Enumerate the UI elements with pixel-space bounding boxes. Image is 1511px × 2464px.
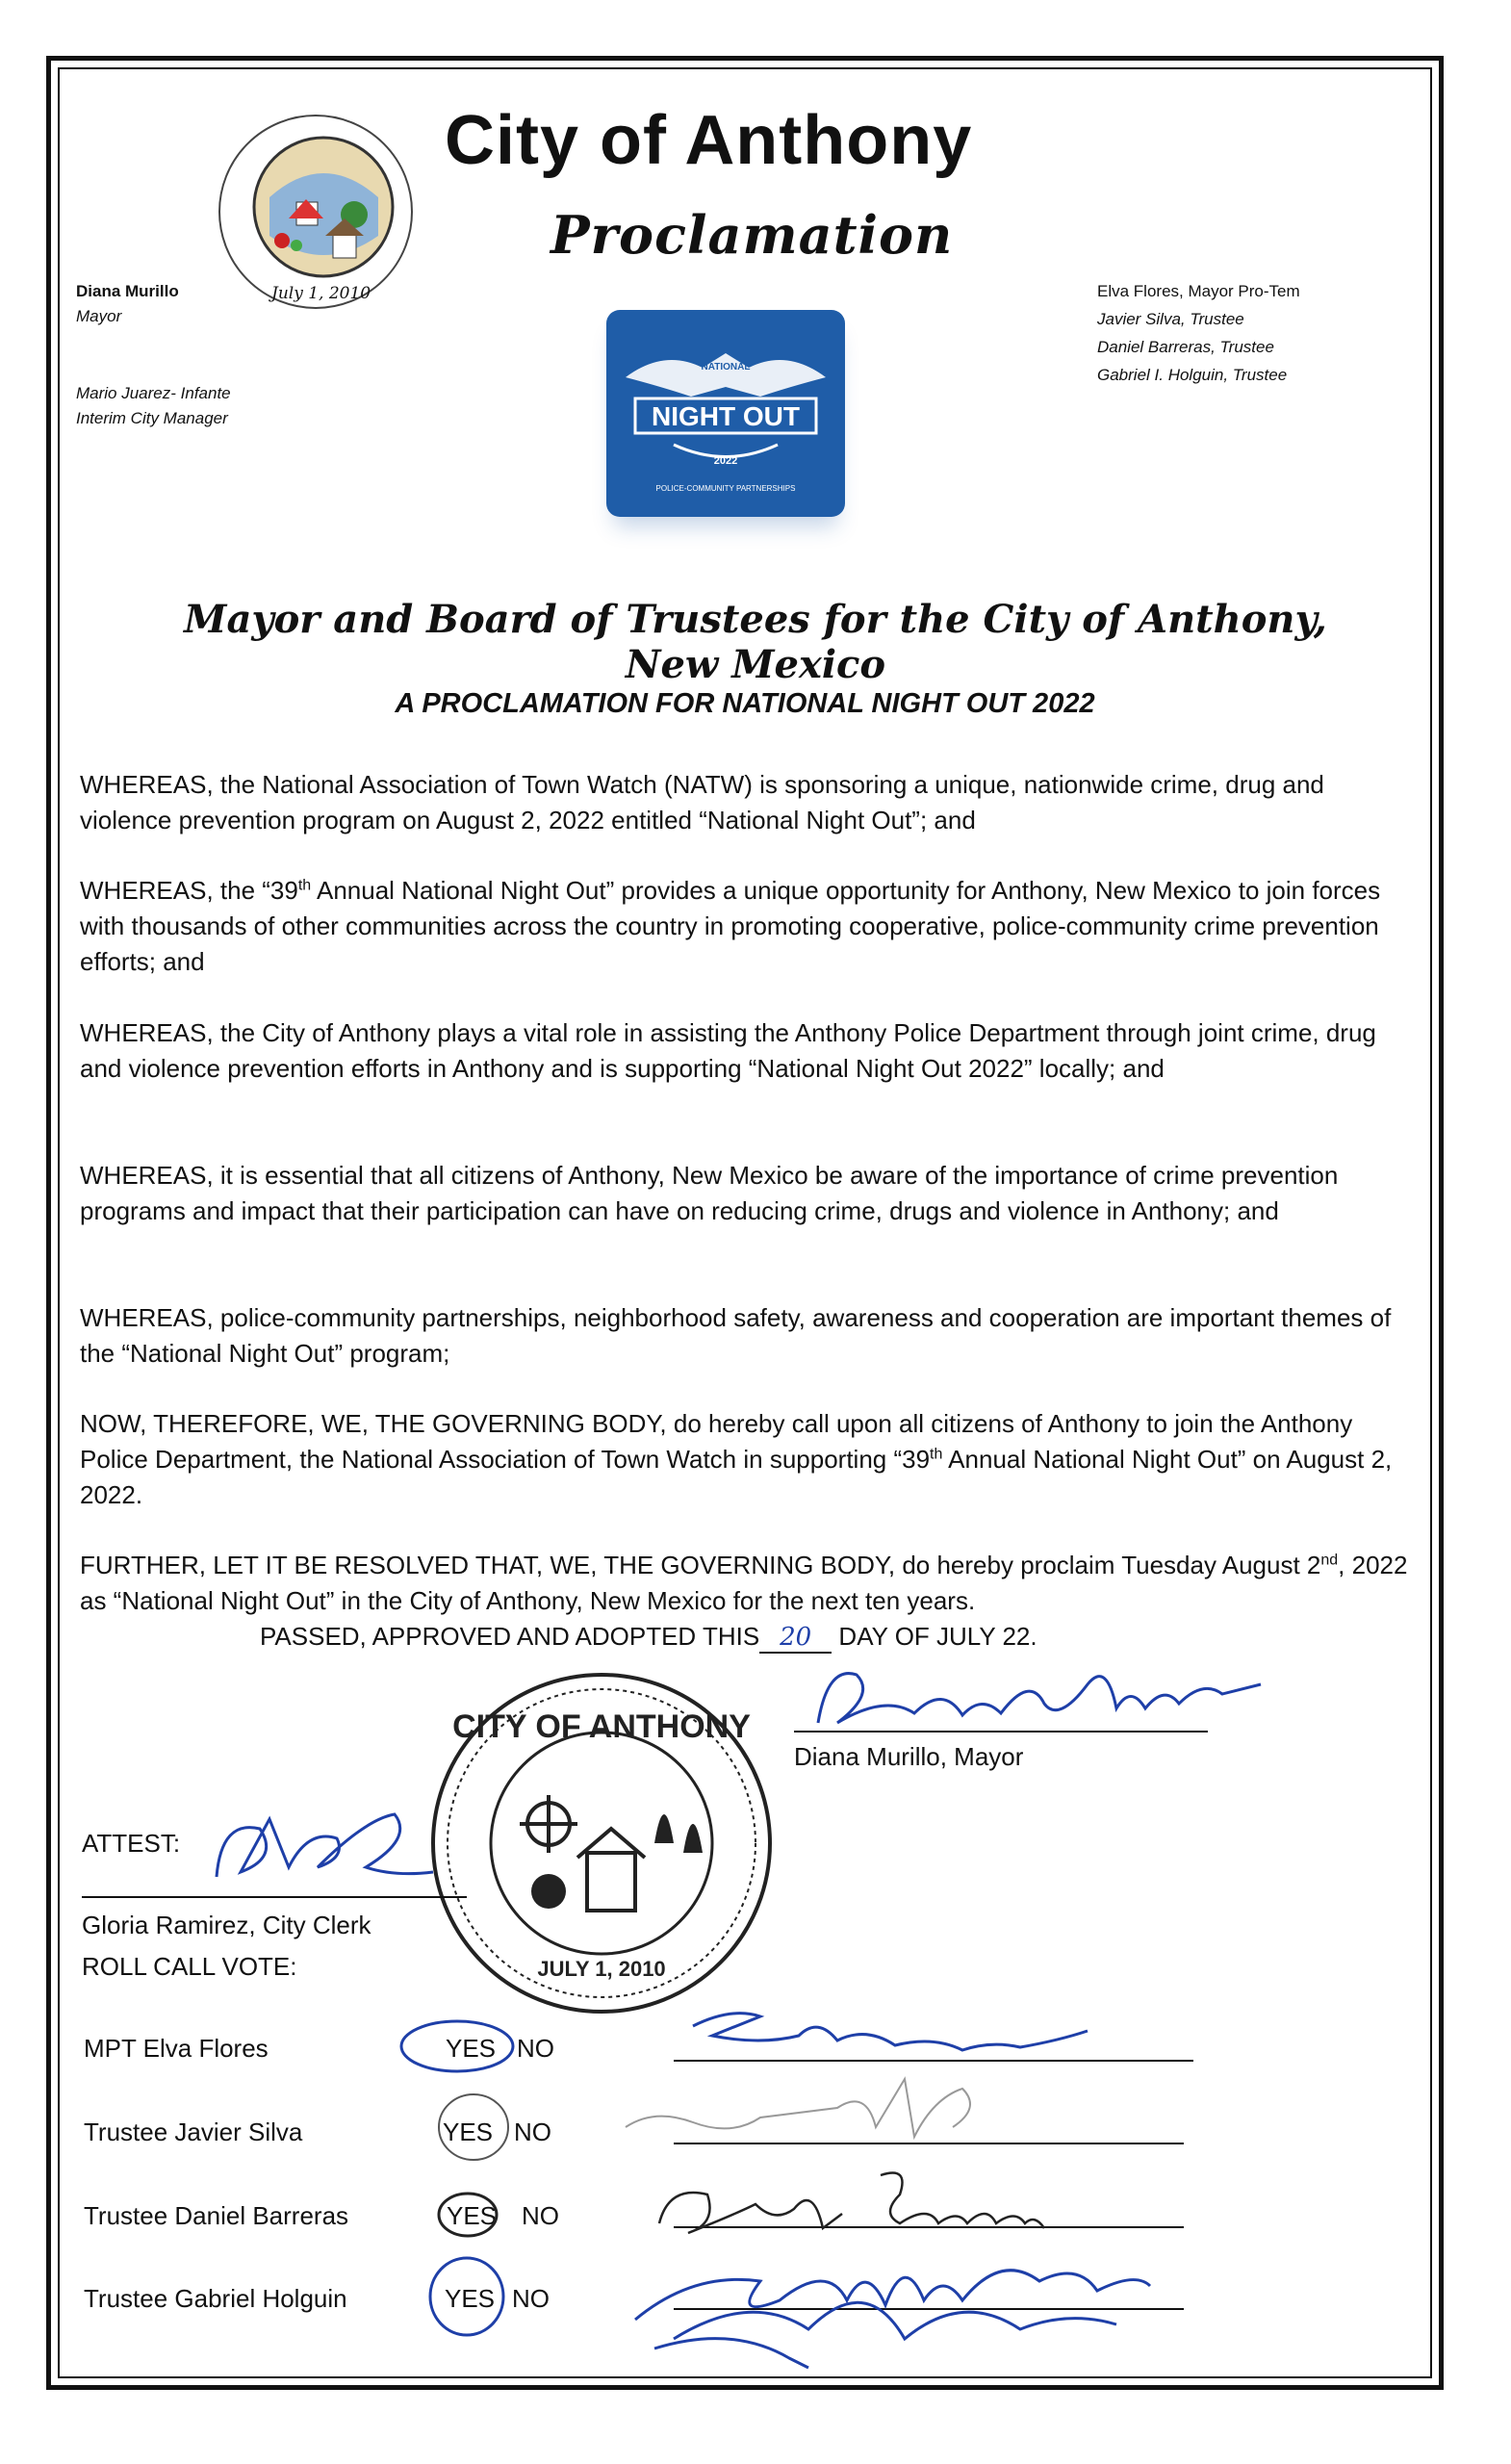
vote-no[interactable]: NO [522,2201,559,2230]
vote-yes[interactable]: YES [445,2284,496,2313]
barreras-signature [650,2156,1054,2243]
seal-text: CITY OF ANTHONY [452,1708,751,1745]
attest-label: ATTEST: [82,1829,181,1858]
vote-name: Trustee Daniel Barreras [84,2201,349,2230]
resolution-paragraph [80,1406,1418,1513]
text: , 2022 as “National Night Out” in the City of Anthony, New Mexico for the next ten years. [80,1551,1408,1615]
mayor-name: Diana Murillo [76,282,179,300]
whereas-paragraph-2 [80,873,1418,980]
holguin-signature [616,2233,1155,2377]
city-title: City of Anthony [445,102,973,179]
vote-yes[interactable]: YES [443,2118,494,2146]
superscript: nd [1320,1552,1339,1569]
vote-no[interactable]: NO [514,2118,551,2146]
clerk-label: Gloria Ramirez, City Clerk [82,1911,371,1939]
official-line: Javier Silva, Trustee [1097,310,1244,328]
roll-call-label: ROLL CALL VOTE: [82,1952,297,1981]
mayor-signature-label: Diana Murillo, Mayor [794,1742,1024,1771]
whereas-paragraph-3: WHEREAS, the City of Anthony plays a vital role in assisting the Anthony Police Department through joint crime, drug and violence prevention efforts in Anthony and is supporting “National Night Out 2022” locally; and [80,1018,1376,1083]
yes-circle-mark [423,2250,510,2342]
yes-circle-mark [433,2087,515,2164]
passed-prefix: PASSED, APPROVED AND ADOPTED THIS [260,1622,760,1651]
whereas-paragraph-1: WHEREAS, the National Association of Town Watch (NATW) is sponsoring a unique, nationwide crime, drug and violence prevention program on August 2, 2022 entitled “National Night Out”; and [80,770,1324,834]
eagle-icon [606,310,845,517]
text: Annual National Night Out” provides a unique opportunity for Anthony, New Mexico to join forces with thousands of other communities across the country in promoting cooperative, police-community crime prevention efforts; and [80,876,1381,976]
vote-no[interactable]: NO [517,2034,554,2063]
city-seal-top [210,111,422,313]
text: FURTHER, LET IT BE RESOLVED THAT, WE, THE GOVERNING BODY, do hereby proclaim Tuesday August 2 [80,1551,1321,1579]
flores-signature [674,1997,1097,2074]
board-heading: Mayor and Board of Trustees for the City of Anthony, New Mexico [184,597,1327,687]
vote-name: Trustee Gabriel Holguin [84,2284,347,2313]
official-line: Daniel Barreras, Trustee [1097,338,1274,356]
logo-year: 2022 [713,455,738,467]
passed-day: 20 [759,1623,832,1654]
further-paragraph [80,1548,1418,1619]
whereas-paragraph-4: WHEREAS, it is essential that all citizens of Anthony, New Mexico be aware of the importance of crime prevention programs and impact that their participation can have on reducing crime, drugs and violence in Anthony; and [80,1161,1339,1225]
vote-no[interactable]: NO [512,2284,550,2313]
text: NOW, THEREFORE, WE, THE GOVERNING BODY, do hereby call upon all citizens of Anthony to join the Anthony Police Department, the National Association of Town Watch in supporting “39 [80,1409,1353,1474]
silva-signature [616,2069,1020,2156]
proclamation-subtitle: Proclamation [551,204,954,266]
manager-title: Interim City Manager [76,409,228,427]
seal-date: JULY 1, 2010 [537,1957,666,1981]
logo-main-text: NIGHT OUT [652,401,800,431]
vote-yes[interactable]: YES [447,2201,498,2230]
passed-line [260,1622,1037,1654]
yes-circle-mark [395,2016,520,2076]
mayor-signature-line [794,1731,1208,1732]
official-line: Elva Flores, Mayor Pro-Tem [1097,282,1300,300]
vote-name: MPT Elva Flores [84,2034,269,2063]
proclamation-heading: A PROCLAMATION FOR NATIONAL NIGHT OUT 2022 [395,688,1095,719]
clerk-signature-line [82,1896,467,1898]
right-officials [1097,277,1300,389]
whereas-paragraph-5: WHEREAS, police-community partnerships, neighborhood safety, awareness and cooperation are important themes of the “National Night Out” program; [80,1303,1392,1368]
mayor-title: Mayor [76,307,122,325]
logo-caption: POLICE-COMMUNITY PARTNERSHIPS [655,484,796,493]
left-officials [76,279,231,431]
national-night-out-logo [606,310,845,517]
official-line: Gabriel I. Holguin, Trustee [1097,366,1288,384]
city-seal-bottom [423,1670,780,2016]
mayor-signature [799,1656,1270,1742]
top-seal-date: July 1, 2010 [271,284,371,303]
superscript: th [930,1446,943,1463]
text: WHEREAS, the “39 [80,876,298,905]
clerk-signature [202,1800,443,1896]
logo-top-text: NATIONAL [701,362,751,372]
text: Annual National Night Out” on August 2, 2022. [80,1445,1393,1509]
superscript: th [297,877,312,894]
yes-circle-mark [433,2188,502,2242]
manager-name: Mario Juarez- Infante [76,384,231,402]
passed-suffix: DAY OF JULY 22. [838,1622,1037,1651]
vote-name: Trustee Javier Silva [84,2118,303,2146]
vote-yes[interactable]: YES [446,2034,497,2063]
